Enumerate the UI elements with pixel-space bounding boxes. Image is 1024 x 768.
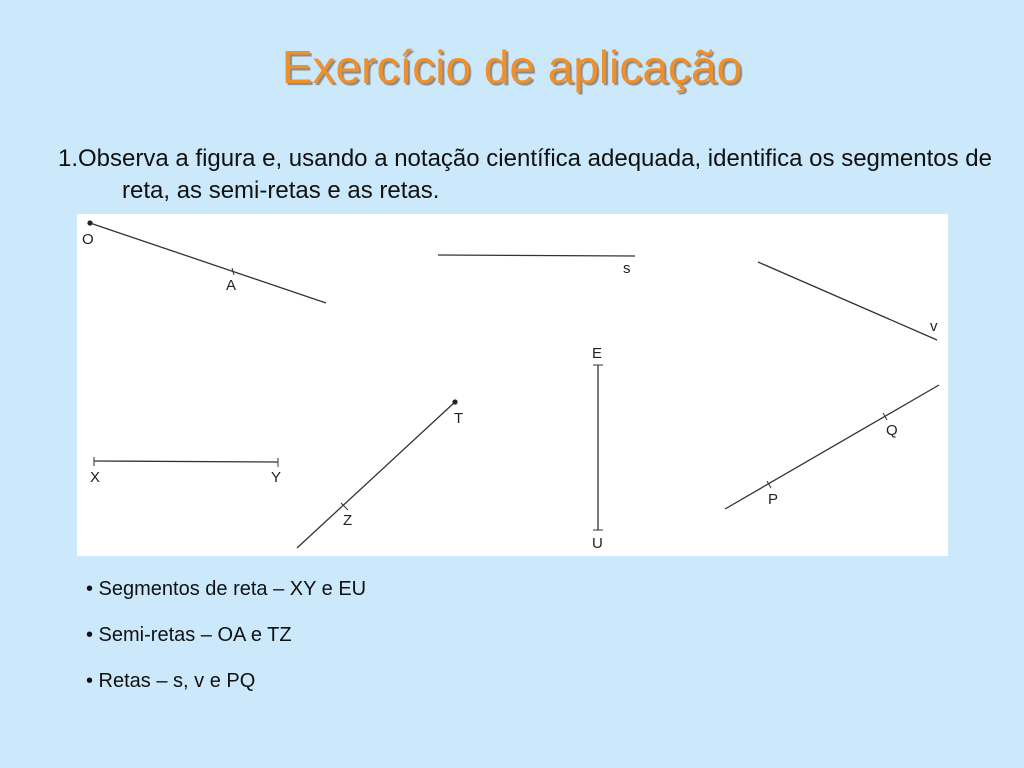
label-s: s — [623, 260, 631, 277]
label-v: v — [930, 318, 938, 335]
question-text: 1.Observa a figura e, usando a notação científica adequada, identifica os segmentos de reta, as semi-retas e as retas. — [58, 145, 992, 204]
answers-list — [86, 578, 366, 716]
line-s — [438, 255, 635, 256]
line-pq — [725, 385, 939, 509]
answer-lines: • Retas – s, v e PQ — [86, 670, 256, 692]
ray-tz — [297, 402, 455, 548]
label-z: Z — [343, 512, 353, 529]
label-a: A — [226, 277, 237, 294]
segment-xy — [94, 461, 278, 462]
label-x: X — [90, 469, 101, 486]
label-y: Y — [271, 469, 282, 486]
slide-title: Exercício de aplicação — [281, 41, 743, 93]
answer-rays: • Semi-retas – OA e TZ — [86, 624, 292, 646]
label-o: O — [82, 231, 94, 248]
label-p: P — [768, 491, 779, 508]
answer-segments: • Segmentos de reta – XY e EU — [86, 578, 367, 600]
label-u: U — [592, 535, 603, 552]
figure-svg — [77, 214, 948, 556]
ray-oa — [90, 223, 326, 303]
line-v — [758, 262, 937, 340]
point-t — [452, 399, 457, 404]
geometry-figure — [77, 214, 948, 556]
label-e: E — [592, 345, 603, 362]
label-q: Q — [886, 422, 898, 439]
point-o — [87, 220, 92, 225]
label-t: T — [454, 410, 464, 427]
